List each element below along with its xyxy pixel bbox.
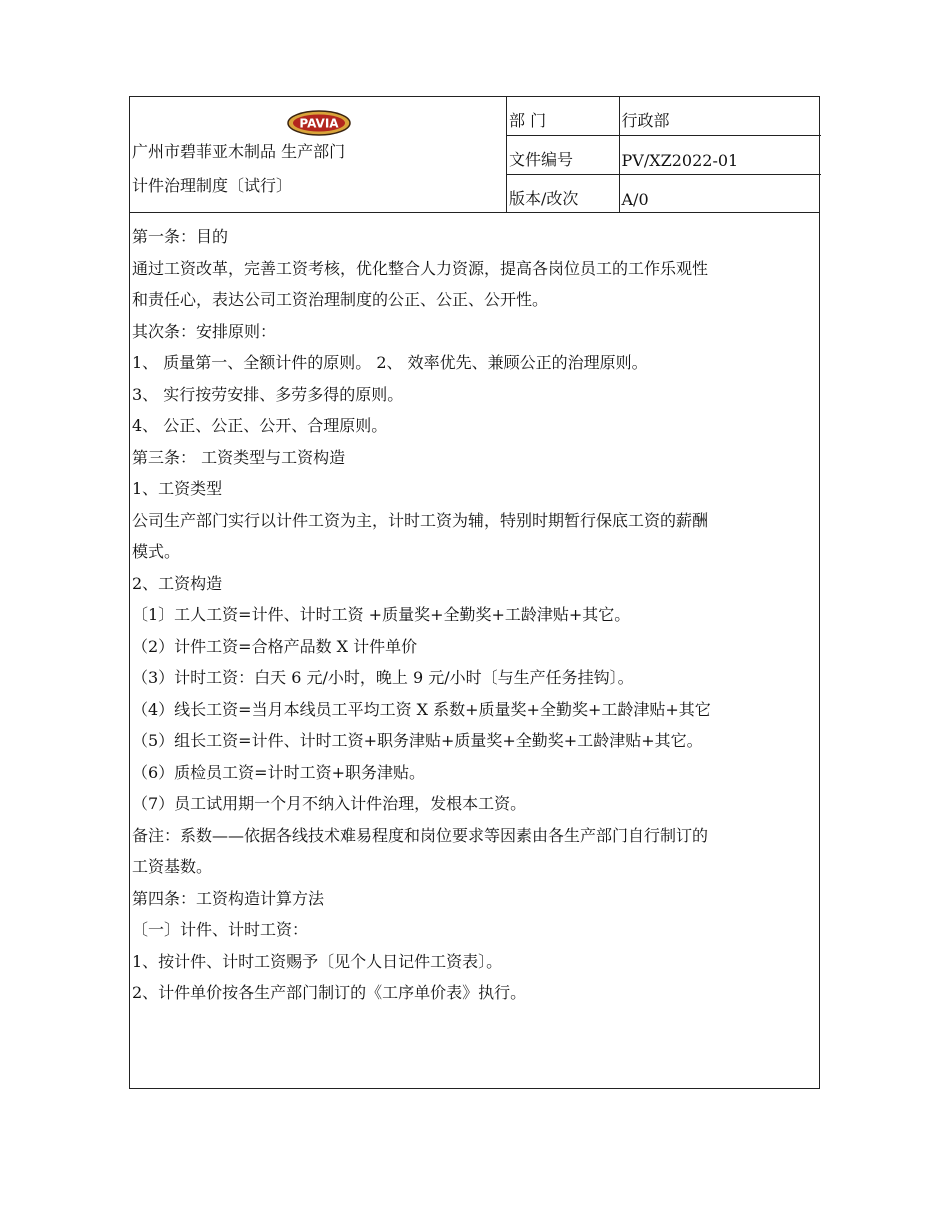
subsection-heading: 〔一〕计件、计时工资： xyxy=(132,920,309,939)
info-value: 行政部 xyxy=(619,97,821,136)
company-name: 广州市碧菲亚木制品 生产部门 xyxy=(132,142,346,161)
list-item: （6）质检员工资=计时工资+职务津贴。 xyxy=(132,762,425,782)
list-item: 4、 公正、公正、公开、合理原则。 xyxy=(132,416,388,435)
document-body xyxy=(132,221,814,1009)
svg-text:PAVIA: PAVIA xyxy=(299,116,339,131)
note-line: 工资基数。 xyxy=(132,857,213,876)
list-item: （3）计时工资：白天 6 元/小时，晚上 9 元/小时〔与生产任务挂钩〕。 xyxy=(132,668,634,687)
list-item: （4）线长工资=当月本线员工平均工资 X 系数+质量奖+全勤奖+工龄津贴+其它 xyxy=(132,699,711,719)
document-frame xyxy=(129,96,820,1089)
info-label: 文件编号 xyxy=(507,136,619,175)
info-label: 部 门 xyxy=(507,97,619,136)
document-title: 计件治理制度〔试行〕 xyxy=(132,176,293,195)
note-line: 备注：系数——依据各线技术难易程度和岗位要求等因素由各生产部门自行制订的 xyxy=(132,825,709,845)
list-item: 〔1〕工人工资=计件、计时工资 +质量奖+全勤奖+工龄津贴+其它。 xyxy=(132,605,631,624)
document-info-table xyxy=(507,97,821,213)
header-company-cell xyxy=(130,97,507,212)
list-item: 2、计件单价按各生产部门制订的《工序单价表》执行。 xyxy=(132,983,527,1002)
info-row-version xyxy=(507,174,821,213)
list-item: 3、 实行按劳安排、多劳多得的原则。 xyxy=(132,384,404,404)
pavia-logo xyxy=(287,110,351,136)
document-header xyxy=(130,97,819,213)
list-item: 1、按计件、计时工资赐予〔见个人日记件工资表〕。 xyxy=(132,951,503,971)
paragraph-line: 通过工资改革，完善工资考核，优化整合人力资源，提高各岗位员工的工作乐观性 xyxy=(132,258,709,278)
section-heading: 第一条：目的 xyxy=(132,227,229,246)
list-item: （7）员工试用期一个月不纳入计件治理，发根本工资。 xyxy=(132,794,527,813)
paragraph-line: 公司生产部门实行以计件工资为主，计时工资为辅，特别时期暂行保底工资的薪酬 xyxy=(132,510,709,530)
list-item: （2）计件工资=合格产品数 X 计件单价 xyxy=(132,636,418,656)
info-value: A/0 xyxy=(619,174,821,213)
paragraph-line: 模式。 xyxy=(132,542,181,561)
info-row-department xyxy=(507,97,821,136)
subsection-heading: 1、工资类型 xyxy=(132,479,223,498)
section-heading: 其次条：安排原则： xyxy=(132,321,277,341)
list-item: 1、 质量第一、全额计件的原则。 2、 效率优先、兼顾公正的治理原则。 xyxy=(132,353,648,372)
info-row-file-number xyxy=(507,136,821,175)
list-item: （5）组长工资=计件、计时工资+职务津贴+质量奖+全勤奖+工龄津贴+其它。 xyxy=(132,731,703,750)
info-label: 版本/改次 xyxy=(507,174,619,213)
subsection-heading: 2、工资构造 xyxy=(132,573,223,593)
info-value: PV/XZ2022-01 xyxy=(619,136,821,175)
section-heading: 第三条： 工资类型与工资构造 xyxy=(132,447,346,467)
paragraph-line: 和责任心，表达公司工资治理制度的公正、公正、公开性。 xyxy=(132,290,549,309)
section-heading: 第四条：工资构造计算方法 xyxy=(132,888,325,908)
